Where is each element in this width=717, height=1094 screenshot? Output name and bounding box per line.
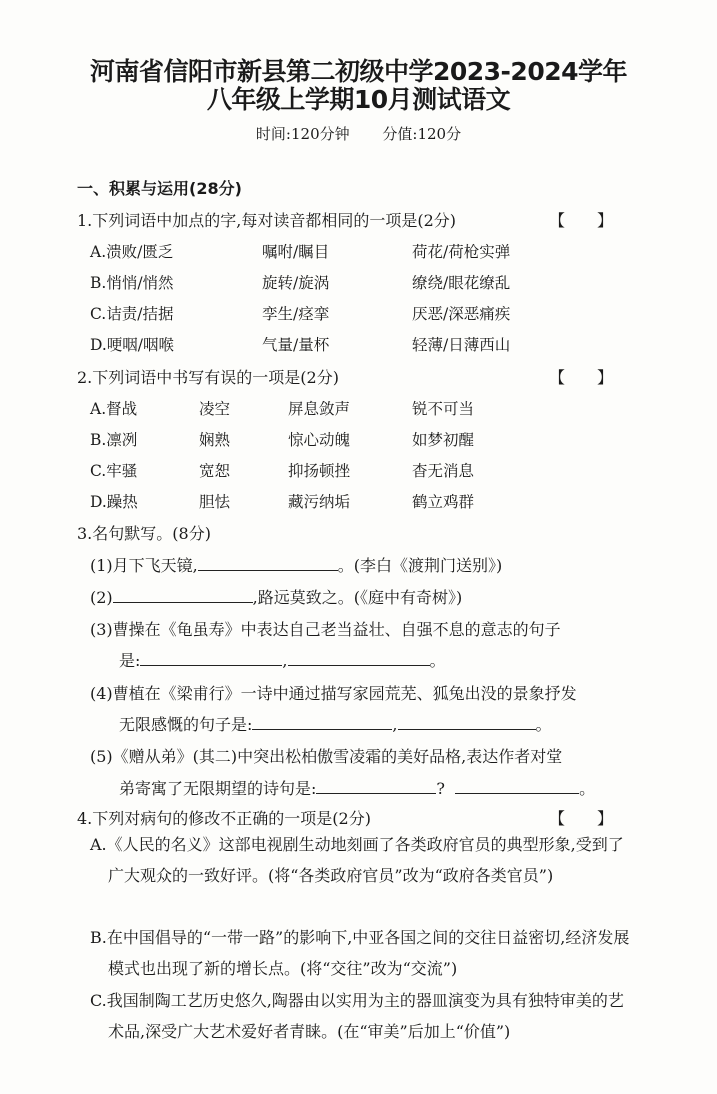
q4-stem: 4.下列对病句的修改不正确的一项是(2分) bbox=[77, 809, 371, 828]
q2-option-b-1: B.凛冽 bbox=[90, 431, 138, 449]
q3-item-4-line2: 无限感慨的句子是: , 。 bbox=[119, 715, 552, 734]
q2-option-d-1: D.躁热 bbox=[90, 493, 138, 511]
exam-score: 分值:120分 bbox=[382, 125, 462, 143]
q3-item-4-line1: (4)曹植在《梁甫行》一诗中通过描写家园荒芜、狐兔出没的景象抒发 bbox=[90, 684, 577, 703]
q4-option-a: A.《人民的名义》这部电视剧生动地刻画了各类政府官员的典型形象,受到了广大观众的一致好评。(将“各类政府官员”改为“政府各类官员”) bbox=[90, 835, 624, 885]
exam-title-line2: 八年级上学期10月测试语文 bbox=[206, 85, 511, 114]
exam-time: 时间:120分钟 bbox=[255, 125, 350, 143]
q1-stem: 1.下列词语中加点的字,每对读音都相同的一项是(2分) bbox=[77, 211, 457, 230]
q1-option-b-1: B.悄悄/悄然 bbox=[90, 274, 174, 292]
q1-option-d-3: 轻薄/日薄西山 bbox=[412, 336, 511, 354]
q3-item-5-line2: 弟寄寓了无限期望的诗句是: ? 。 bbox=[119, 779, 596, 798]
q3-item-1: (1)月下飞天镜, 。(李白《渡荆门送别》) bbox=[90, 556, 503, 575]
q4-option-c: C.我国制陶工艺历史悠久,陶器由以实用为主的器皿演变为具有独特审美的艺术品,深受广大艺术爱好者青睐。(在“审美”后加上“价值”) bbox=[90, 991, 624, 1041]
q2-option-b-3: 惊心动魄 bbox=[288, 431, 351, 449]
q2-option-b-2: 娴熟 bbox=[199, 431, 231, 449]
q3-blank-1[interactable] bbox=[198, 556, 338, 571]
q3-stem: 3.名句默写。(8分) bbox=[77, 524, 211, 543]
q2-option-d-2: 胆怯 bbox=[199, 493, 231, 511]
section-title: 一、积累与运用(28分) bbox=[77, 179, 242, 198]
q3-blank-4b[interactable] bbox=[398, 715, 536, 730]
q2-option-d-4: 鹤立鸡群 bbox=[412, 493, 475, 511]
q2-option-a-2: 凌空 bbox=[199, 400, 231, 418]
q3-blank-2[interactable] bbox=[113, 588, 253, 603]
q2-answer-bracket[interactable]: 【 】 bbox=[548, 368, 613, 387]
exam-meta bbox=[0, 123, 717, 144]
q1-option-b-2: 旋转/旋涡 bbox=[262, 274, 330, 292]
q3-blank-5b[interactable] bbox=[455, 779, 579, 794]
q3-item-5-line1: (5)《赠从弟》(其二)中突出松柏傲雪凌霜的美好品格,表达作者对堂 bbox=[90, 747, 563, 766]
q2-option-a-3: 屏息敛声 bbox=[288, 400, 351, 418]
q3-item-2: (2) ,路远莫致之。(《庭中有奇树》) bbox=[90, 588, 463, 607]
q1-option-d-2: 气量/量杯 bbox=[262, 336, 330, 354]
q3-blank-3a[interactable] bbox=[140, 651, 282, 666]
exam-title-line1: 河南省信阳市新县第二初级中学2023-2024学年 bbox=[89, 57, 628, 86]
q2-option-c-1: C.牢骚 bbox=[90, 462, 138, 480]
q1-option-a-3: 荷花/荷枪实弹 bbox=[412, 243, 511, 261]
q2-option-a-1: A.督战 bbox=[90, 400, 138, 418]
q2-option-b-4: 如梦初醒 bbox=[412, 431, 475, 449]
q3-item-3-line1: (3)曹操在《龟虽寿》中表达自己老当益壮、自强不息的意志的句子 bbox=[90, 620, 561, 639]
q3-item-3-line2: 是: , 。 bbox=[119, 651, 446, 670]
q1-option-c-3: 厌恶/深恶痛疾 bbox=[412, 305, 511, 323]
q2-stem: 2.下列词语中书写有误的一项是(2分) bbox=[77, 368, 339, 387]
q2-option-c-2: 宽恕 bbox=[199, 462, 231, 480]
q4-option-b: B.在中国倡导的“一带一路”的影响下,中亚各国之间的交往日益密切,经济发展模式也出现了新的增长点。(将“交往”改为“交流”) bbox=[90, 928, 630, 978]
q1-option-d-1: D.哽咽/咽喉 bbox=[90, 336, 175, 354]
q2-option-c-4: 杳无消息 bbox=[412, 462, 475, 480]
q1-option-c-1: C.诘责/拮据 bbox=[90, 305, 174, 323]
q1-option-a-1: A.溃败/匮乏 bbox=[90, 243, 174, 261]
q2-option-a-4: 锐不可当 bbox=[412, 400, 475, 418]
q1-option-a-2: 嘱咐/瞩目 bbox=[262, 243, 330, 261]
q1-option-c-2: 孪生/痉挛 bbox=[262, 305, 330, 323]
q1-option-b-3: 缭绕/眼花缭乱 bbox=[412, 274, 511, 292]
q3-blank-5a[interactable] bbox=[316, 779, 436, 794]
q2-option-d-3: 藏污纳垢 bbox=[288, 493, 351, 511]
q2-option-c-3: 抑扬顿挫 bbox=[288, 462, 351, 480]
q3-blank-3b[interactable] bbox=[288, 651, 430, 666]
q3-blank-4a[interactable] bbox=[252, 715, 392, 730]
q1-answer-bracket[interactable]: 【 】 bbox=[548, 211, 613, 230]
q4-answer-bracket[interactable]: 【 】 bbox=[548, 809, 613, 828]
